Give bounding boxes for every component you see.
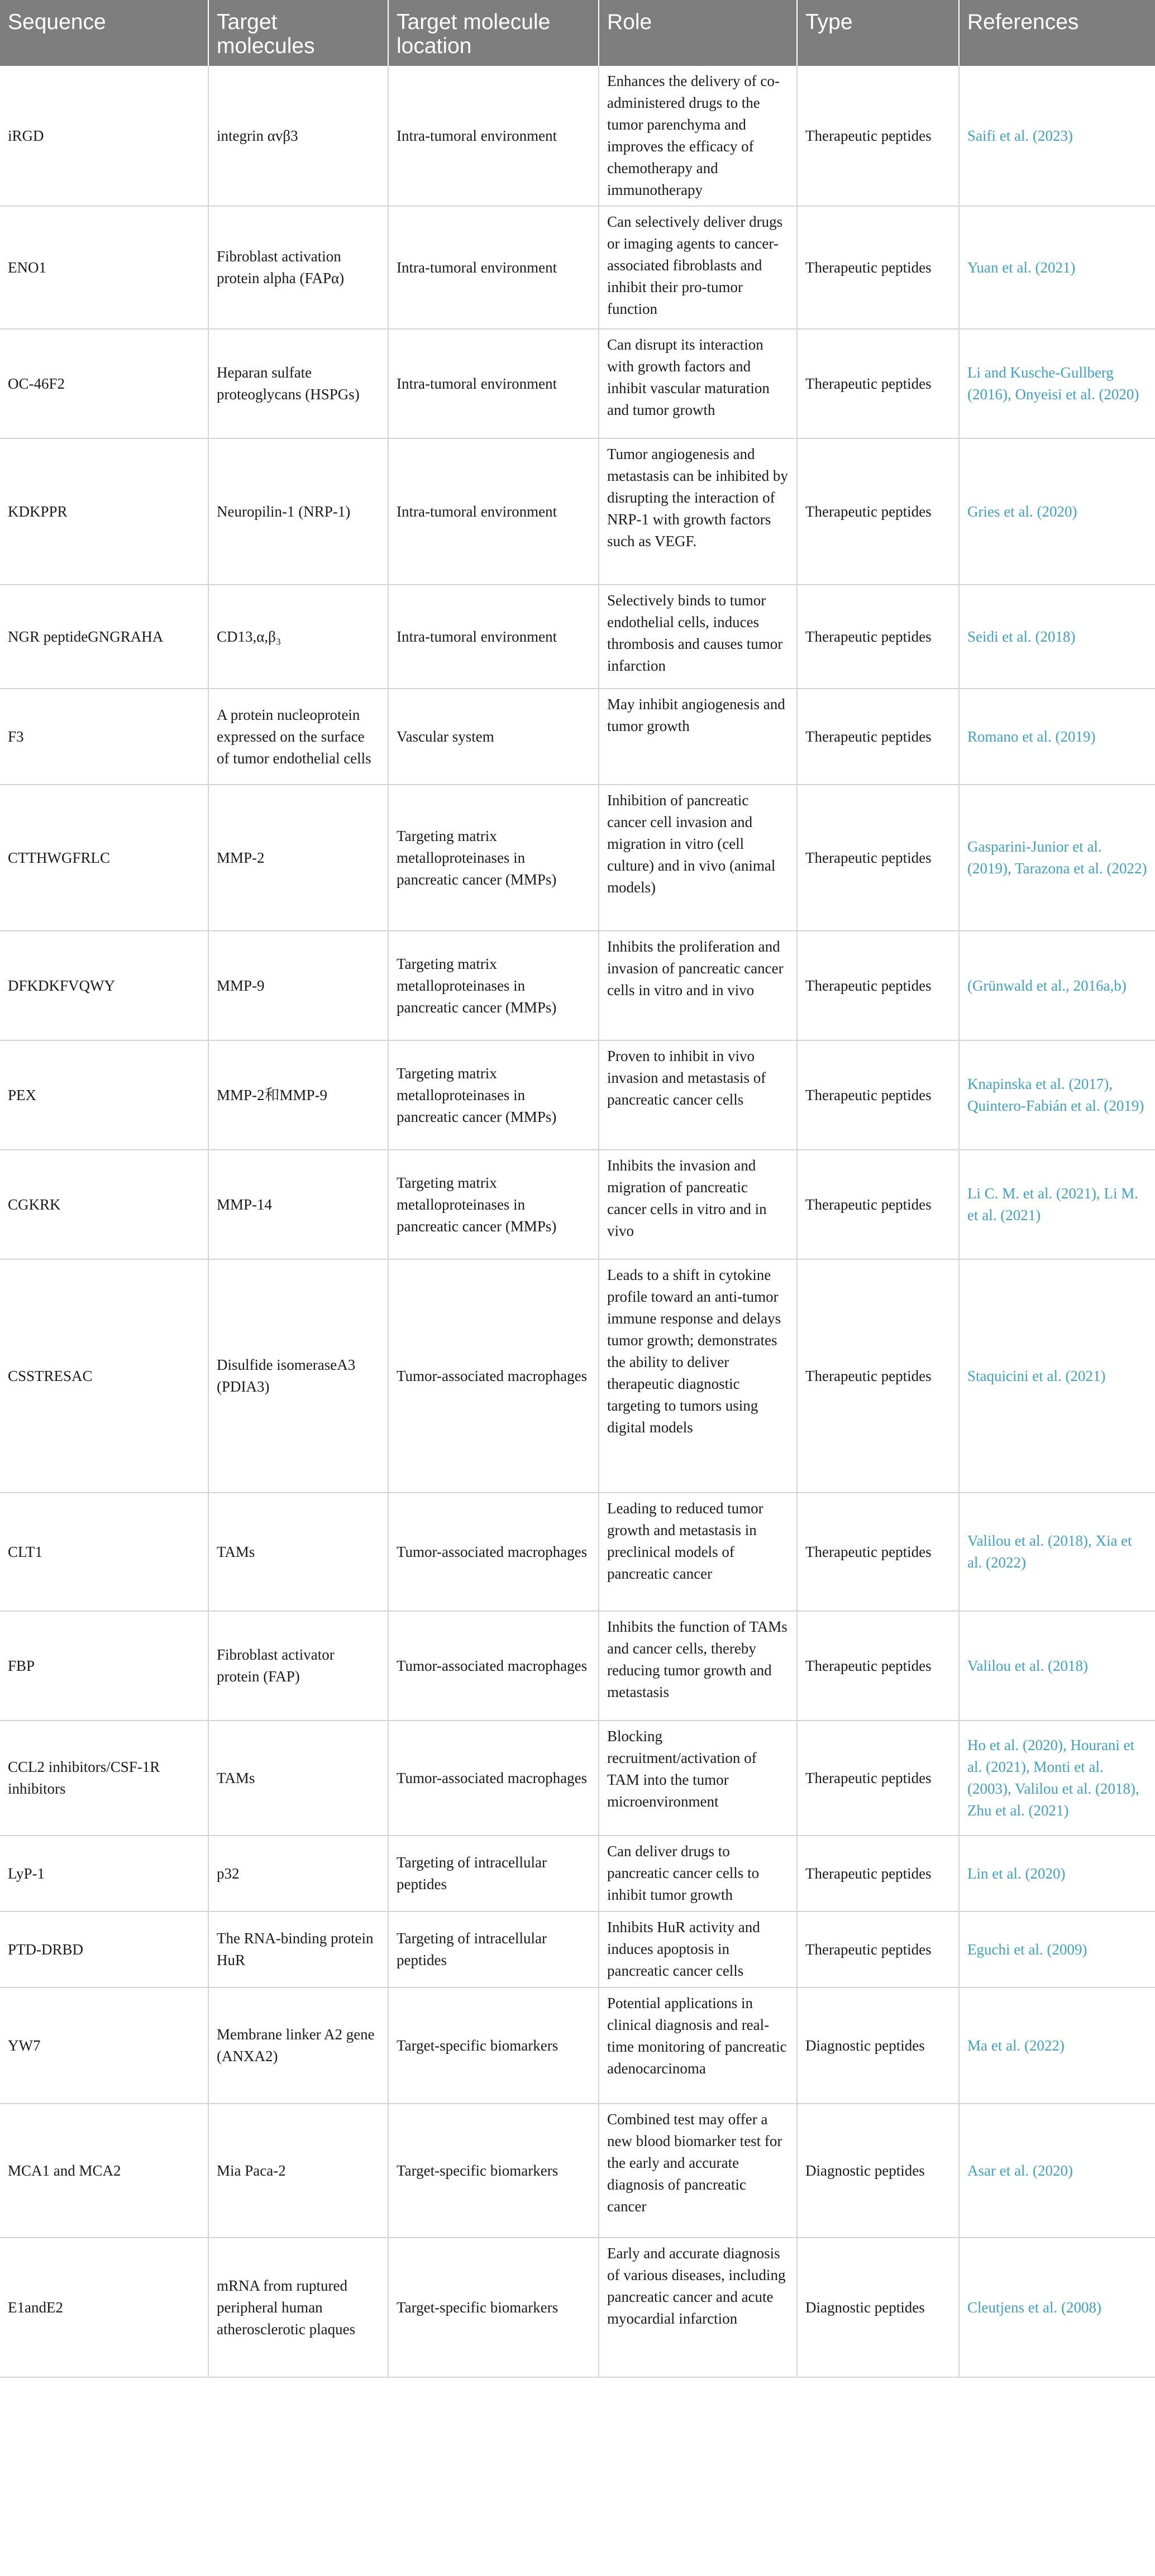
cell-reference-link[interactable]: Asar et al. (2020) (959, 2104, 1155, 2238)
cell-sequence: ENO1 (0, 206, 208, 329)
table-row (0, 1493, 1155, 1611)
cell-reference-link[interactable]: Knapinska et al. (2017), Quintero-Fabián et al. (2019) (959, 1040, 1155, 1150)
cell-location: Targeting of intracellular peptides (388, 1911, 599, 1987)
cell-role: Enhances the delivery of co-administered drugs to the tumor parenchyma and improves the efficacy of chemotherapy and immunotherapy (599, 66, 797, 206)
cell-type: Diagnostic peptides (797, 1987, 959, 2104)
cell-location: Intra-tumoral environment (388, 438, 599, 585)
cell-target: TAMs (208, 1493, 388, 1611)
cell-role: Combined test may offer a new blood biomarker test for the early and accurate diagnosis of pancreatic cancer (599, 2104, 797, 2238)
cell-target: The RNA-binding protein HuR (208, 1911, 388, 1987)
cell-role: Selectively binds to tumor endothelial cells, induces thrombosis and causes tumor infarction (599, 585, 797, 689)
table-row (0, 1720, 1155, 1836)
cell-reference-link[interactable]: Eguchi et al. (2009) (959, 1911, 1155, 1987)
cell-type: Therapeutic peptides (797, 1040, 959, 1150)
table-row (0, 585, 1155, 689)
cell-location: Tumor-associated macrophages (388, 1493, 599, 1611)
table-row (0, 1987, 1155, 2104)
cell-type: Diagnostic peptides (797, 2104, 959, 2238)
cell-sequence: CLT1 (0, 1493, 208, 1611)
cell-role: Inhibits HuR activity and induces apoptosis in pancreatic cancer cells (599, 1911, 797, 1987)
cell-reference-link[interactable]: Romano et al. (2019) (959, 689, 1155, 785)
cell-type: Therapeutic peptides (797, 329, 959, 438)
cell-location: Tumor-associated macrophages (388, 1720, 599, 1836)
cell-type: Therapeutic peptides (797, 785, 959, 931)
cell-sequence: CGKRK (0, 1150, 208, 1259)
table-row (0, 2238, 1155, 2377)
cell-sequence: NGR peptideGNGRAHA (0, 585, 208, 689)
cell-reference-link[interactable]: (Grünwald et al., 2016a,b) (959, 931, 1155, 1040)
cell-location: Intra-tumoral environment (388, 585, 599, 689)
cell-role: Inhibits the invasion and migration of pancreatic cancer cells in vitro and in vivo (599, 1150, 797, 1259)
cell-location: Targeting matrix metalloproteinases in pancreatic cancer (MMPs) (388, 1040, 599, 1150)
table-row (0, 2104, 1155, 2238)
cell-type: Therapeutic peptides (797, 1836, 959, 1911)
cell-sequence: OC-46F2 (0, 329, 208, 438)
cell-location: Tumor-associated macrophages (388, 1259, 599, 1493)
cell-sequence: PTD-DRBD (0, 1911, 208, 1987)
cell-type: Therapeutic peptides (797, 206, 959, 329)
cell-sequence: CCL2 inhibitors/CSF-1R inhibitors (0, 1720, 208, 1836)
cell-type: Therapeutic peptides (797, 689, 959, 785)
table-row (0, 1150, 1155, 1259)
cell-target: Disulfide isomeraseA3 (PDIA3) (208, 1259, 388, 1493)
cell-target: mRNA from ruptured peripheral human atherosclerotic plaques (208, 2238, 388, 2377)
cell-type: Therapeutic peptides (797, 1493, 959, 1611)
cell-role: Inhibits the proliferation and invasion of pancreatic cancer cells in vitro and in vivo (599, 931, 797, 1040)
cell-type: Therapeutic peptides (797, 931, 959, 1040)
cell-type: Therapeutic peptides (797, 1150, 959, 1259)
table-row (0, 1040, 1155, 1150)
cell-target: A protein nucleoprotein expressed on the surface of tumor endothelial cells (208, 689, 388, 785)
cell-target: MMP-9 (208, 931, 388, 1040)
header-type: Type (797, 0, 959, 66)
cell-location: Targeting of intracellular peptides (388, 1836, 599, 1911)
cell-reference-link[interactable]: Seidi et al. (2018) (959, 585, 1155, 689)
cell-role: Early and accurate diagnosis of various diseases, including pancreatic cancer and acute myocardial infarction (599, 2238, 797, 2377)
header-role: Role (599, 0, 797, 66)
table-row (0, 66, 1155, 206)
header-row (0, 0, 1155, 66)
cell-sequence: iRGD (0, 66, 208, 206)
header-sequence: Sequence (8, 10, 106, 34)
table-row (0, 1836, 1155, 1911)
cell-role: Inhibits the function of TAMs and cancer cells, thereby reducing tumor growth and metastasis (599, 1611, 797, 1720)
table-row (0, 206, 1155, 329)
cell-target: CD13,α,β₃ (208, 585, 388, 689)
cell-reference-link[interactable]: Li C. M. et al. (2021), Li M. et al. (2021) (959, 1150, 1155, 1259)
table-row (0, 438, 1155, 585)
cell-target: MMP-2 (208, 785, 388, 931)
cell-location: Target-specific biomarkers (388, 2104, 599, 2238)
cell-role: Tumor angiogenesis and metastasis can be inhibited by disrupting the interaction of NRP-1 with growth factors such as VEGF. (599, 438, 797, 585)
cell-reference-link[interactable]: Valilou et al. (2018), Xia et al. (2022) (959, 1493, 1155, 1611)
cell-reference-link[interactable]: Staquicini et al. (2021) (959, 1259, 1155, 1493)
cell-target: Fibroblast activation protein alpha (FAPα) (208, 206, 388, 329)
cell-target: Neuropilin-1 (NRP-1) (208, 438, 388, 585)
table-row (0, 1611, 1155, 1720)
cell-sequence: PEX (0, 1040, 208, 1150)
cell-reference-link[interactable]: Ma et al. (2022) (959, 1987, 1155, 2104)
cell-sequence: F3 (0, 689, 208, 785)
cell-target: TAMs (208, 1720, 388, 1836)
cell-target: p32 (208, 1836, 388, 1911)
cell-target: Heparan sulfate proteoglycans (HSPGs) (208, 329, 388, 438)
cell-role: May inhibit angiogenesis and tumor growth (599, 689, 797, 785)
cell-location: Targeting matrix metalloproteinases in pancreatic cancer (MMPs) (388, 931, 599, 1040)
cell-reference-link[interactable]: Cleutjens et al. (2008) (959, 2238, 1155, 2377)
cell-location: Intra-tumoral environment (388, 206, 599, 329)
cell-reference-link[interactable]: Valilou et al. (2018) (959, 1611, 1155, 1720)
cell-location: Intra-tumoral environment (388, 329, 599, 438)
table-row (0, 329, 1155, 438)
cell-sequence: CSSTRESAC (0, 1259, 208, 1493)
cell-role: Leading to reduced tumor growth and metastasis in preclinical models of pancreatic cancer (599, 1493, 797, 1611)
cell-reference-link[interactable]: Gasparini-Junior et al. (2019), Tarazona et al. (2022) (959, 785, 1155, 931)
cell-sequence: YW7 (0, 1987, 208, 2104)
cell-location: Target-specific biomarkers (388, 1987, 599, 2104)
table-row (0, 1911, 1155, 1987)
cell-type: Therapeutic peptides (797, 1911, 959, 1987)
table-header (0, 0, 1155, 66)
cell-target: integrin αvβ3 (208, 66, 388, 206)
cell-location: Intra-tumoral environment (388, 66, 599, 206)
cell-location: Target-specific biomarkers (388, 2238, 599, 2377)
cell-reference-link[interactable]: Lin et al. (2020) (959, 1836, 1155, 1911)
cell-location: Vascular system (388, 689, 599, 785)
cell-reference-link[interactable]: Saifi et al. (2023) (959, 66, 1155, 206)
cell-location: Targeting matrix metalloproteinases in pancreatic cancer (MMPs) (388, 785, 599, 931)
cell-sequence: KDKPPR (0, 438, 208, 585)
cell-target: Mia Paca-2 (208, 2104, 388, 2238)
cell-target: MMP-2和MMP-9 (208, 1040, 388, 1150)
cell-reference-link[interactable]: Ho et al. (2020), Hourani et al. (2021), Monti et al. (2003), Valilou et al. (2018), Zhu et al. (2021) (959, 1720, 1155, 1836)
cell-target: MMP-14 (208, 1150, 388, 1259)
cell-role: Can deliver drugs to pancreatic cancer cells to inhibit tumor growth (599, 1836, 797, 1911)
header-target-location: Target molecule location (388, 0, 599, 66)
cell-sequence: DFKDKFVQWY (0, 931, 208, 1040)
cell-role: Inhibition of pancreatic cancer cell invasion and migration in vitro (cell culture) and in vivo (animal models) (599, 785, 797, 931)
table-body (0, 66, 1155, 2377)
cell-target: Fibroblast activator protein (FAP) (208, 1611, 388, 1720)
cell-sequence: CTTHWGFRLC (0, 785, 208, 931)
cell-type: Therapeutic peptides (797, 1720, 959, 1836)
cell-role: Proven to inhibit in vivo invasion and metastasis of pancreatic cancer cells (599, 1040, 797, 1150)
cell-type: Diagnostic peptides (797, 2238, 959, 2377)
header-references: References (959, 0, 1155, 66)
table-row (0, 1259, 1155, 1493)
cell-location: Targeting matrix metalloproteinases in pancreatic cancer (MMPs) (388, 1150, 599, 1259)
cell-sequence: LyP-1 (0, 1836, 208, 1911)
header-target-molecules: Target molecules (208, 0, 388, 66)
table-row (0, 689, 1155, 785)
cell-sequence: MCA1 and MCA2 (0, 2104, 208, 2238)
cell-sequence: FBP (0, 1611, 208, 1720)
table-row (0, 931, 1155, 1040)
cell-target: Membrane linker A2 gene (ANXA2) (208, 1987, 388, 2104)
table-row (0, 785, 1155, 931)
cell-type: Therapeutic peptides (797, 1611, 959, 1720)
cell-role: Can disrupt its interaction with growth factors and inhibit vascular maturation and tumor growth (599, 329, 797, 438)
cell-role: Potential applications in clinical diagnosis and real-time monitoring of pancreatic adenocarcinoma (599, 1987, 797, 2104)
cell-location: Tumor-associated macrophages (388, 1611, 599, 1720)
cell-type: Therapeutic peptides (797, 438, 959, 585)
cell-type: Therapeutic peptides (797, 66, 959, 206)
cell-reference-link[interactable]: Yuan et al. (2021) (959, 206, 1155, 329)
cell-sequence: E1andE2 (0, 2238, 208, 2377)
cell-role: Leads to a shift in cytokine profile toward an anti-tumor immune response and delays tumor growth; demonstrates the ability to deliver therapeutic diagnostic targeting to tumors using digital models (599, 1259, 797, 1493)
cell-type: Therapeutic peptides (797, 1259, 959, 1493)
cell-reference-link[interactable]: Gries et al. (2020) (959, 438, 1155, 585)
cell-type: Therapeutic peptides (797, 585, 959, 689)
cell-role: Blocking recruitment/activation of TAM into the tumor microenvironment (599, 1720, 797, 1836)
cell-reference-link[interactable]: Li and Kusche-Gullberg (2016), Onyeisi et al. (2020) (959, 329, 1155, 438)
cell-role: Can selectively deliver drugs or imaging agents to cancer-associated fibroblasts and inhibit their pro-tumor function (599, 206, 797, 329)
